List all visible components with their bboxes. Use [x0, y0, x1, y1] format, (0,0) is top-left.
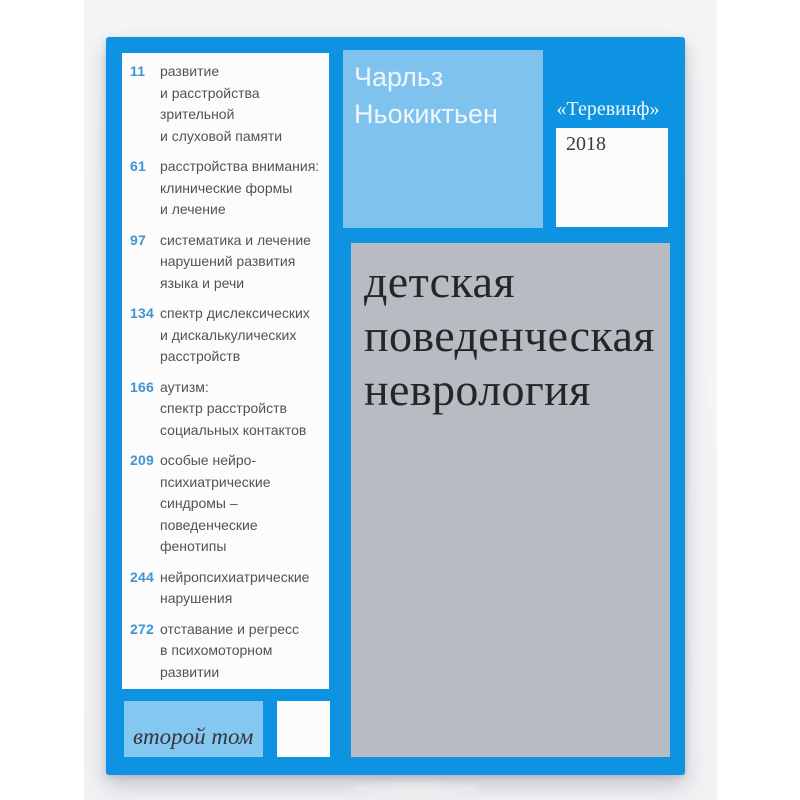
toc-page-number: 134	[130, 305, 154, 321]
toc-page-number: 61	[130, 158, 146, 174]
toc-line: особые нейро-	[160, 452, 257, 468]
toc-line: и расстройства	[160, 84, 260, 101]
photo-glare	[350, 782, 480, 794]
toc-entry-text	[160, 156, 325, 221]
toc-line: спектр дислексических	[160, 305, 310, 321]
publisher-name: «Теревинф»	[556, 98, 660, 120]
volume-label: второй том	[133, 724, 254, 749]
author-name-line: Ньокиктьен	[354, 99, 498, 129]
title-panel	[351, 243, 670, 757]
toc-line: и слуховой памяти	[160, 127, 283, 144]
toc-line: и дискалькулических	[160, 326, 297, 343]
title-line: детская	[364, 256, 515, 307]
toc-entry-text	[160, 303, 325, 368]
toc-line: нарушений развития	[160, 253, 296, 269]
toc-line: языка и речи	[160, 274, 245, 291]
toc-entry	[130, 619, 325, 684]
toc-entry	[130, 61, 325, 147]
toc-line: аутизм:	[160, 378, 209, 395]
toc-entry-text	[160, 377, 325, 442]
title-line: неврология	[364, 364, 591, 415]
toc-line: зрительной	[160, 106, 235, 122]
blank-white-box	[277, 701, 330, 757]
toc-line: нейропсихиатрические	[160, 568, 310, 585]
toc-line: психиатрические	[160, 473, 271, 490]
toc-entry-text	[160, 619, 325, 684]
toc-page-number: 272	[130, 620, 154, 637]
toc-line: социальных контактов	[160, 421, 307, 438]
toc-page-number: 209	[130, 452, 154, 468]
year-box	[556, 128, 668, 227]
toc-entry	[130, 450, 325, 558]
author-name-line: Чарльз	[354, 62, 444, 92]
toc-line: в психомоторном	[160, 642, 273, 658]
toc-entry	[130, 567, 325, 610]
toc-entry-text	[160, 61, 325, 147]
book-cover	[106, 37, 685, 775]
toc-panel	[122, 53, 329, 689]
toc-line: расстройств	[160, 348, 241, 364]
author-panel	[343, 50, 543, 228]
toc-page-number: 244	[130, 568, 154, 585]
toc-line: нарушения	[160, 590, 233, 606]
toc-line: синдромы –	[160, 495, 238, 511]
publication-year: 2018	[566, 133, 606, 155]
toc-entry-text	[160, 230, 325, 295]
toc-entry	[130, 377, 325, 442]
toc-line: спектр расстройств	[160, 400, 287, 416]
toc-page-number: 166	[130, 378, 154, 395]
toc-entry	[130, 156, 325, 221]
toc-entry-text	[160, 450, 325, 558]
toc-entry-text	[160, 567, 325, 610]
toc-entry	[130, 230, 325, 295]
toc-line: отставание и регресс	[160, 620, 300, 637]
toc-line: поведенческие	[160, 516, 258, 533]
toc-page-number: 11	[130, 63, 146, 79]
toc-entry	[130, 303, 325, 368]
toc-line: развитие	[160, 63, 220, 79]
toc-line: систематика и лечение	[160, 231, 311, 248]
toc-line: и лечение	[160, 201, 226, 217]
toc-line: клинические формы	[160, 179, 293, 196]
toc-page-number: 97	[130, 231, 146, 248]
toc-line: развитии	[160, 663, 220, 680]
volume-panel	[124, 701, 263, 757]
toc-line: фенотипы	[160, 538, 227, 554]
title-line: поведенческая	[364, 310, 655, 361]
toc-line: расстройства внимания:	[160, 158, 320, 174]
